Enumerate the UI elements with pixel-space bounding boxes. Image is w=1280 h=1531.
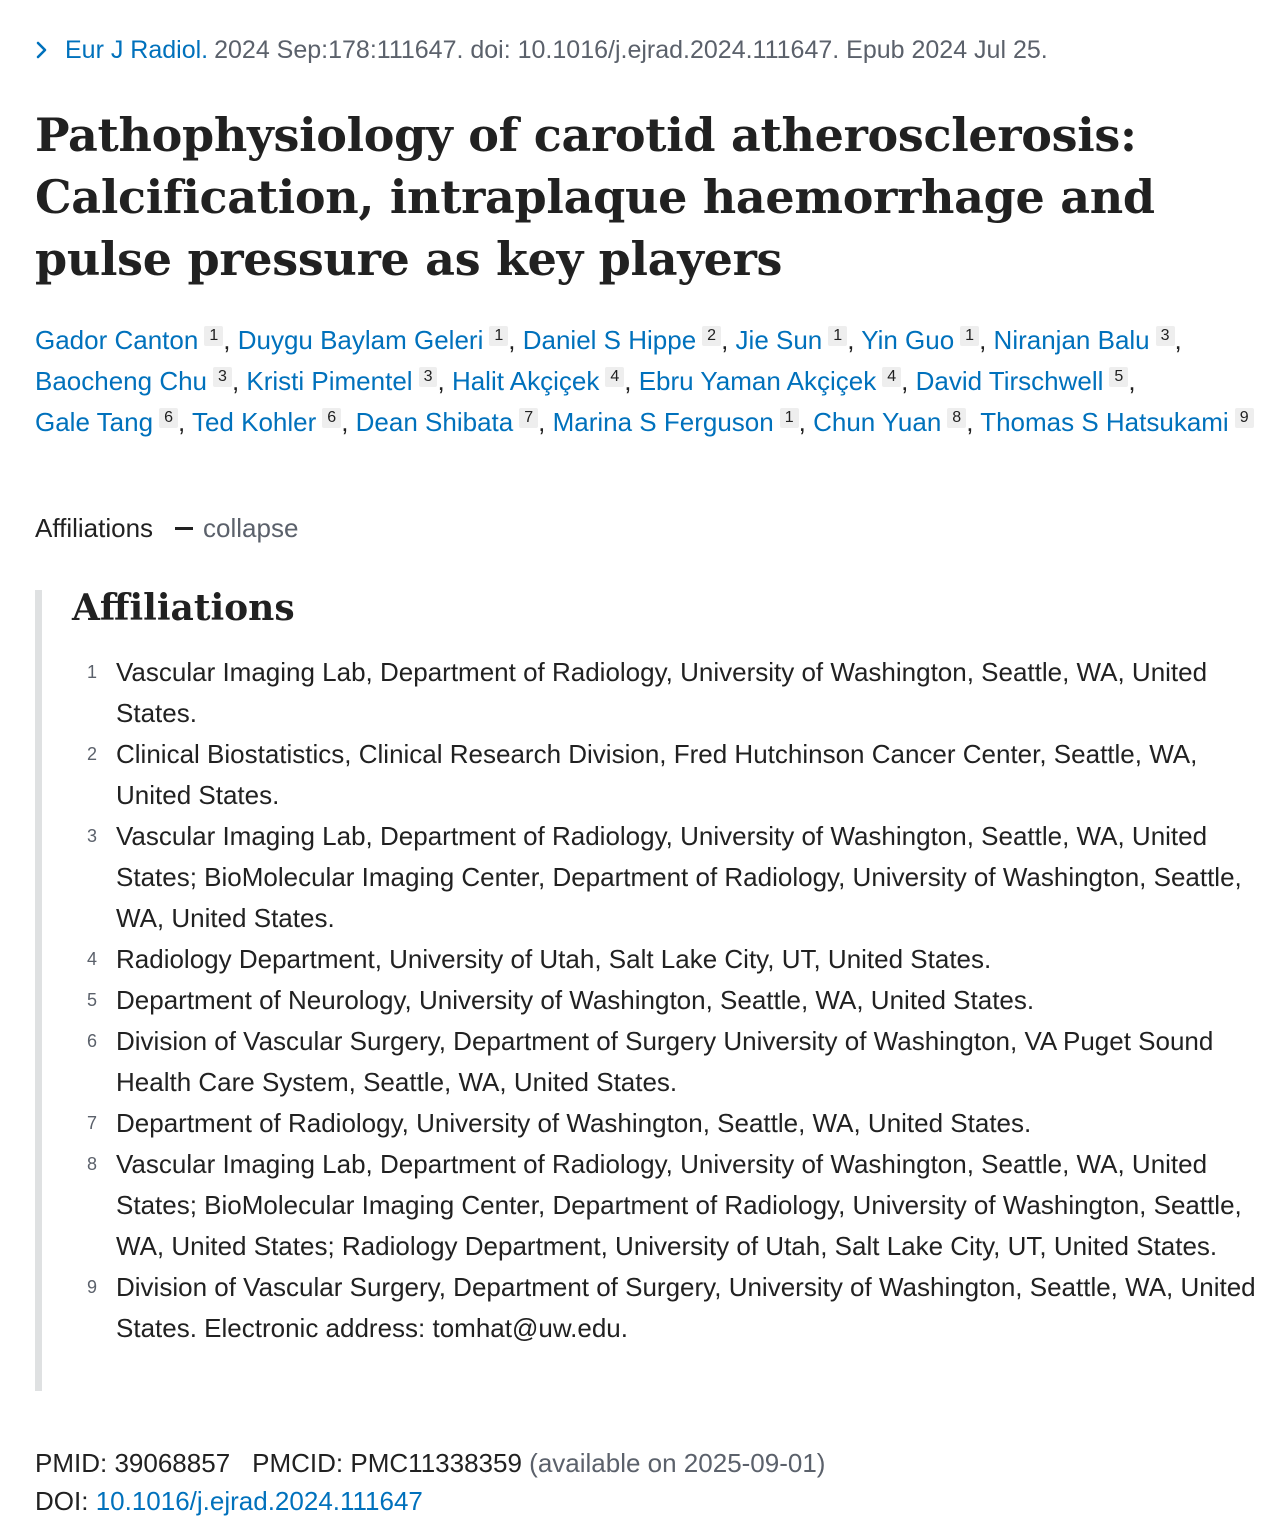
author-item: Kristi Pimentel 3 , bbox=[246, 366, 445, 396]
affiliations-panel bbox=[35, 587, 1272, 1391]
author-item: Ted Kohler 6 , bbox=[191, 407, 349, 437]
author-item: Niranjan Balu 3 , bbox=[993, 325, 1182, 355]
author-affiliation-number[interactable]: 1 bbox=[204, 326, 223, 346]
doi-link[interactable]: 10.1016/j.ejrad.2024.111647 bbox=[95, 1486, 423, 1516]
affiliation-number: 7 bbox=[86, 1113, 97, 1133]
journal-link[interactable]: Eur J Radiol. bbox=[65, 36, 209, 64]
affiliations-toggle[interactable] bbox=[35, 510, 298, 546]
affiliation-number: 4 bbox=[86, 949, 97, 969]
affiliation-text: Vascular Imaging Lab, Department of Radiology, University of Washington, Seattle, WA, United States. bbox=[116, 657, 1208, 728]
author-item: Chun Yuan 8 , bbox=[813, 407, 974, 437]
affiliation-number: 8 bbox=[86, 1154, 97, 1174]
author-item: Ebru Yaman Akçiçek 4 , bbox=[638, 366, 909, 396]
affiliation-item bbox=[42, 1103, 1265, 1144]
author-affiliation-number[interactable]: 8 bbox=[947, 408, 966, 428]
affiliation-item bbox=[42, 652, 1265, 734]
author-affiliation-number[interactable]: 4 bbox=[882, 367, 901, 387]
author-item: Duygu Baylam Geleri 1 , bbox=[237, 325, 516, 355]
author-link[interactable]: Duygu Baylam Geleri bbox=[237, 325, 484, 355]
author-link[interactable]: Gale Tang bbox=[35, 407, 154, 437]
author-link[interactable]: Ebru Yaman Akçiçek bbox=[638, 366, 877, 396]
pmcid-value: PMC11338359 bbox=[350, 1448, 522, 1478]
affiliation-text: Department of Neurology, University of Washington, Seattle, WA, United States. bbox=[116, 985, 1035, 1015]
author-affiliation-number[interactable]: 6 bbox=[322, 408, 341, 428]
doi-label: DOI: bbox=[35, 1486, 89, 1516]
author-link[interactable]: Jie Sun bbox=[735, 325, 823, 355]
pmid-value: 39068857 bbox=[114, 1448, 231, 1478]
author-link[interactable]: Thomas S Hatsukami bbox=[980, 407, 1229, 437]
author-item: Jie Sun 1 , bbox=[735, 325, 855, 355]
collapse-dash-icon bbox=[175, 527, 193, 530]
author-affiliation-number[interactable]: 1 bbox=[780, 408, 799, 428]
affiliation-number: 2 bbox=[86, 744, 97, 764]
author-item: Yin Guo 1 , bbox=[861, 325, 987, 355]
affiliation-item bbox=[42, 1144, 1265, 1267]
collapse-link[interactable]: collapse bbox=[203, 513, 299, 543]
affiliation-item bbox=[42, 1021, 1265, 1103]
author-link[interactable]: Halit Akçiçek bbox=[451, 366, 600, 396]
affiliation-text: Clinical Biostatistics, Clinical Research Division, Fred Hutchinson Cancer Center, Seattle, WA, United States. bbox=[116, 739, 1198, 810]
author-affiliation-number[interactable]: 3 bbox=[419, 367, 438, 387]
author-affiliation-number[interactable]: 6 bbox=[159, 408, 178, 428]
chevron-right-icon[interactable] bbox=[35, 39, 49, 61]
affiliation-item bbox=[42, 980, 1265, 1021]
authors-list bbox=[35, 320, 1265, 443]
affiliation-number: 3 bbox=[86, 826, 97, 846]
author-item: David Tirschwell 5 , bbox=[915, 366, 1136, 396]
affiliation-item bbox=[42, 939, 1265, 980]
author-affiliation-number[interactable]: 3 bbox=[1156, 326, 1175, 346]
affiliations-list bbox=[42, 652, 1265, 1349]
author-link[interactable]: Daniel S Hippe bbox=[522, 325, 697, 355]
author-item: Daniel S Hippe 2 , bbox=[522, 325, 729, 355]
author-item: Gador Canton 1 , bbox=[35, 325, 231, 355]
article-identifiers bbox=[35, 1444, 825, 1520]
author-link[interactable]: Baocheng Chu bbox=[35, 366, 208, 396]
affiliation-item bbox=[42, 1267, 1265, 1349]
author-affiliation-number[interactable]: 1 bbox=[960, 326, 979, 346]
citation-details: 2024 Sep:178:111647. doi: 10.1016/j.ejrad.2024.111647. Epub 2024 Jul 25. bbox=[214, 36, 1048, 64]
affiliation-number: 9 bbox=[86, 1277, 97, 1297]
author-affiliation-number[interactable]: 1 bbox=[828, 326, 847, 346]
affiliation-number: 5 bbox=[86, 990, 97, 1010]
affiliations-toggle-label: Affiliations bbox=[35, 513, 154, 543]
author-link[interactable]: Yin Guo bbox=[861, 325, 955, 355]
author-link[interactable]: Chun Yuan bbox=[813, 407, 942, 437]
author-link[interactable]: Kristi Pimentel bbox=[246, 366, 413, 396]
affiliation-text: Radiology Department, University of Utah, Salt Lake City, UT, United States. bbox=[116, 944, 992, 974]
affiliation-number: 1 bbox=[86, 662, 97, 682]
affiliation-text: Department of Radiology, University of Washington, Seattle, WA, United States. bbox=[116, 1108, 1032, 1138]
pmid-label: PMID: bbox=[35, 1448, 108, 1478]
affiliation-text: Division of Vascular Surgery, Department of Surgery University of Washington, VA Puget Sound Health Care System, Seattle, WA, United States. bbox=[116, 1026, 1214, 1097]
author-link[interactable]: Niranjan Balu bbox=[993, 325, 1150, 355]
author-link[interactable]: David Tirschwell bbox=[915, 366, 1104, 396]
id-row-primary bbox=[35, 1444, 825, 1482]
author-item: Halit Akçiçek 4 , bbox=[451, 366, 632, 396]
affiliation-item bbox=[42, 734, 1265, 816]
author-item: Baocheng Chu 3 , bbox=[35, 366, 240, 396]
affiliation-number: 6 bbox=[86, 1031, 97, 1051]
affiliation-text: Vascular Imaging Lab, Department of Radiology, University of Washington, Seattle, WA, United States; BioMolecular Imaging Center, Department of Radiology, University of Washington, Seattle, WA, United States; Radiology Department, University of Utah, Salt Lake City, UT, United States. bbox=[116, 1149, 1242, 1261]
id-row-doi bbox=[35, 1482, 825, 1520]
pmcid-availability: (available on 2025-09-01) bbox=[529, 1448, 826, 1478]
article-title: Pathophysiology of carotid atherosclerosis: Calcification, intraplaque haemorrhage and pulse pressure as key players bbox=[35, 108, 1155, 286]
author-item: Dean Shibata 7 , bbox=[355, 407, 546, 437]
author-link[interactable]: Ted Kohler bbox=[191, 407, 317, 437]
author-affiliation-number[interactable]: 7 bbox=[519, 408, 538, 428]
author-affiliation-number[interactable]: 9 bbox=[1235, 408, 1254, 428]
author-link[interactable]: Marina S Ferguson bbox=[552, 407, 774, 437]
author-affiliation-number[interactable]: 5 bbox=[1109, 367, 1128, 387]
author-link[interactable]: Gador Canton bbox=[35, 325, 199, 355]
author-item: Gale Tang 6 , bbox=[35, 407, 186, 437]
affiliation-text: Division of Vascular Surgery, Department of Surgery, University of Washington, Seattle, WA, United States. Electronic address: tomhat@uw.edu. bbox=[116, 1272, 1256, 1343]
affiliations-heading: Affiliations bbox=[72, 587, 295, 629]
author-item bbox=[980, 407, 1253, 437]
author-affiliation-number[interactable]: 3 bbox=[213, 367, 232, 387]
affiliation-text: Vascular Imaging Lab, Department of Radiology, University of Washington, Seattle, WA, United States; BioMolecular Imaging Center, Department of Radiology, University of Washington, Seattle, WA, United States. bbox=[116, 821, 1242, 933]
author-affiliation-number[interactable]: 1 bbox=[489, 326, 508, 346]
pmcid-label: PMCID: bbox=[252, 1448, 344, 1478]
citation-line bbox=[35, 33, 1048, 67]
affiliation-item bbox=[42, 816, 1265, 939]
author-item: Marina S Ferguson 1 , bbox=[552, 407, 806, 437]
author-link[interactable]: Dean Shibata bbox=[355, 407, 514, 437]
author-affiliation-number[interactable]: 4 bbox=[605, 367, 624, 387]
author-affiliation-number[interactable]: 2 bbox=[702, 326, 721, 346]
